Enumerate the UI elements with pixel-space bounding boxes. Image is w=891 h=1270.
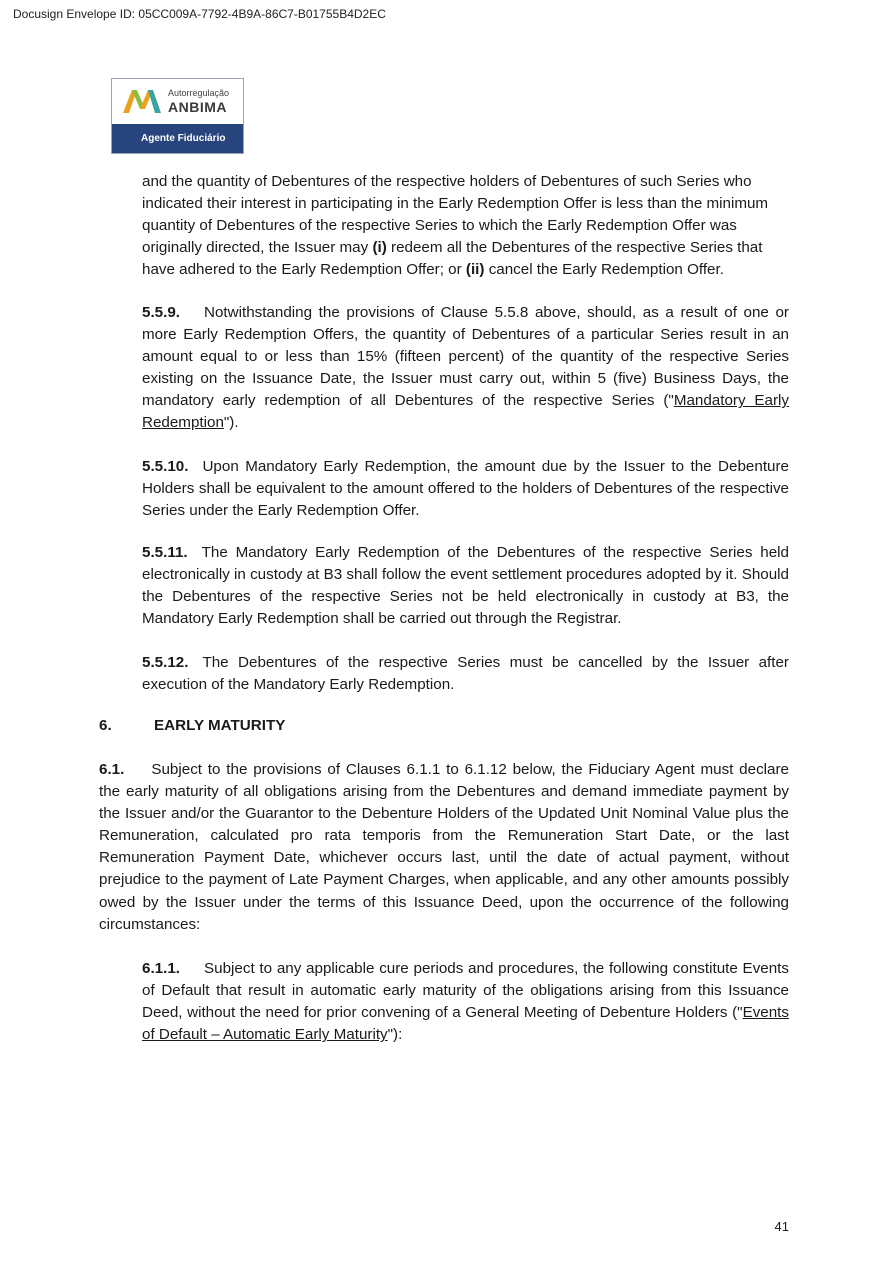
- logo-small-text: Autorregulação: [168, 88, 230, 98]
- paragraph-continuation: [142, 171, 794, 281]
- defined-term: Mandatory Early Redemption: [142, 392, 789, 432]
- section-title: EARLY MATURITY: [154, 717, 286, 734]
- p0-text-b: redeem all the Debentures of the respective Series that have adhered to the Early Redemption Offer; or: [142, 239, 763, 279]
- clause-text: The Debentures of the respective Series must be cancelled by the Issuer after execution of the Mandatory Early Redemption.: [142, 654, 789, 694]
- clause-text-end: "):: [387, 1026, 403, 1044]
- p0-item-i: (i): [372, 239, 387, 257]
- clause-5-5-12: [142, 652, 789, 696]
- defined-term: Events of Default – Automatic Early Maturity: [142, 1004, 789, 1044]
- clause-6-1-1: [142, 958, 789, 1046]
- clause-number: 6.1.1.: [142, 960, 180, 977]
- page-number: 41: [774, 1219, 789, 1234]
- p0-text-c: cancel the Early Redemption Offer.: [484, 261, 724, 279]
- clause-6-1: [99, 759, 789, 936]
- clause-number: 5.5.12.: [142, 654, 189, 671]
- clause-5-5-9: [142, 302, 789, 435]
- clause-text: The Mandatory Early Redemption of the Debentures of the respective Series held electronically in custody at B3 shall follow the event settlement procedures adopted by it. Should the Debentures of the respective Series not be held electronically in custody at B3, the Mandatory Early Redemption shall be carried out through the Registrar.: [142, 544, 789, 628]
- clause-text: Upon Mandatory Early Redemption, the amount due by the Issuer to the Debenture Holders shall be equivalent to the amount offered to the holders of Debentures of the respective Series under the Early Redemption Offer.: [142, 458, 789, 520]
- clause-5-5-11: [142, 542, 789, 630]
- envelope-id: Docusign Envelope ID: 05CC009A-7792-4B9A-86C7-B01755B4D2EC: [13, 7, 386, 21]
- clause-text: Subject to any applicable cure periods and procedures, the following constitute Events of Default that result in automatic early maturity of the obligations arising from this Issuance Deed, without the need for prior convening of a General Meeting of Debenture Holders (": [142, 960, 789, 1022]
- clause-text: Subject to the provisions of Clauses 6.1.1 to 6.1.12 below, the Fiduciary Agent must declare the early maturity of all obligations arising from the Debentures and demand immediate payment by the Issuer and/or the Guarantor to the Debenture Holders of the Updated Unit Nominal Value plus the Remuneration, calculated pro rata temporis from the Remuneration Start Date, or the last Remuneration Payment Date, whichever occurs last, until the date of actual payment, without prejudice to the payment of Late Payment Charges, when applicable, and any other amounts possibly owed by the Issuer under the terms of this Issuance Deed, upon the occurrence of the following circumstances:: [99, 761, 789, 933]
- section-number: 6.: [99, 717, 112, 734]
- anbima-logo: [111, 78, 244, 154]
- anbima-mark-icon: [121, 87, 163, 115]
- clause-number: 6.1.: [99, 761, 125, 778]
- logo-bar: Agente Fiduciário: [112, 124, 243, 153]
- clause-number: 5.5.9.: [142, 304, 180, 321]
- clause-text: Notwithstanding the provisions of Clause 5.5.8 above, should, as a result of one or more Early Redemption Offers, the quantity of Debentures of a particular Series result in an amount equal to or less than 15% (fifteen percent) of the quantity of the respective Series existing on the Issuance Date, the Issuer must carry out, within 5 (five) Business Days, the mandatory early redemption of all Debentures of the respective Series (": [142, 304, 789, 410]
- clause-number: 5.5.10.: [142, 458, 189, 475]
- p0-item-ii: (ii): [465, 261, 485, 279]
- clause-text-end: ").: [223, 414, 239, 432]
- logo-top: [112, 79, 243, 124]
- clause-number: 5.5.11.: [142, 544, 188, 561]
- section-heading-6: [99, 717, 286, 734]
- logo-brand: ANBIMA: [168, 99, 227, 115]
- clause-5-5-10: [142, 456, 789, 522]
- p0-text-a: and the quantity of Debentures of the respective holders of Debentures of such Series who indicated their interest in participating in the Early Redemption Offer is less than the minimum quantity of Debentures of the respective Series to which the Early Redemption Offer was originally directed, the Issuer may: [142, 173, 769, 257]
